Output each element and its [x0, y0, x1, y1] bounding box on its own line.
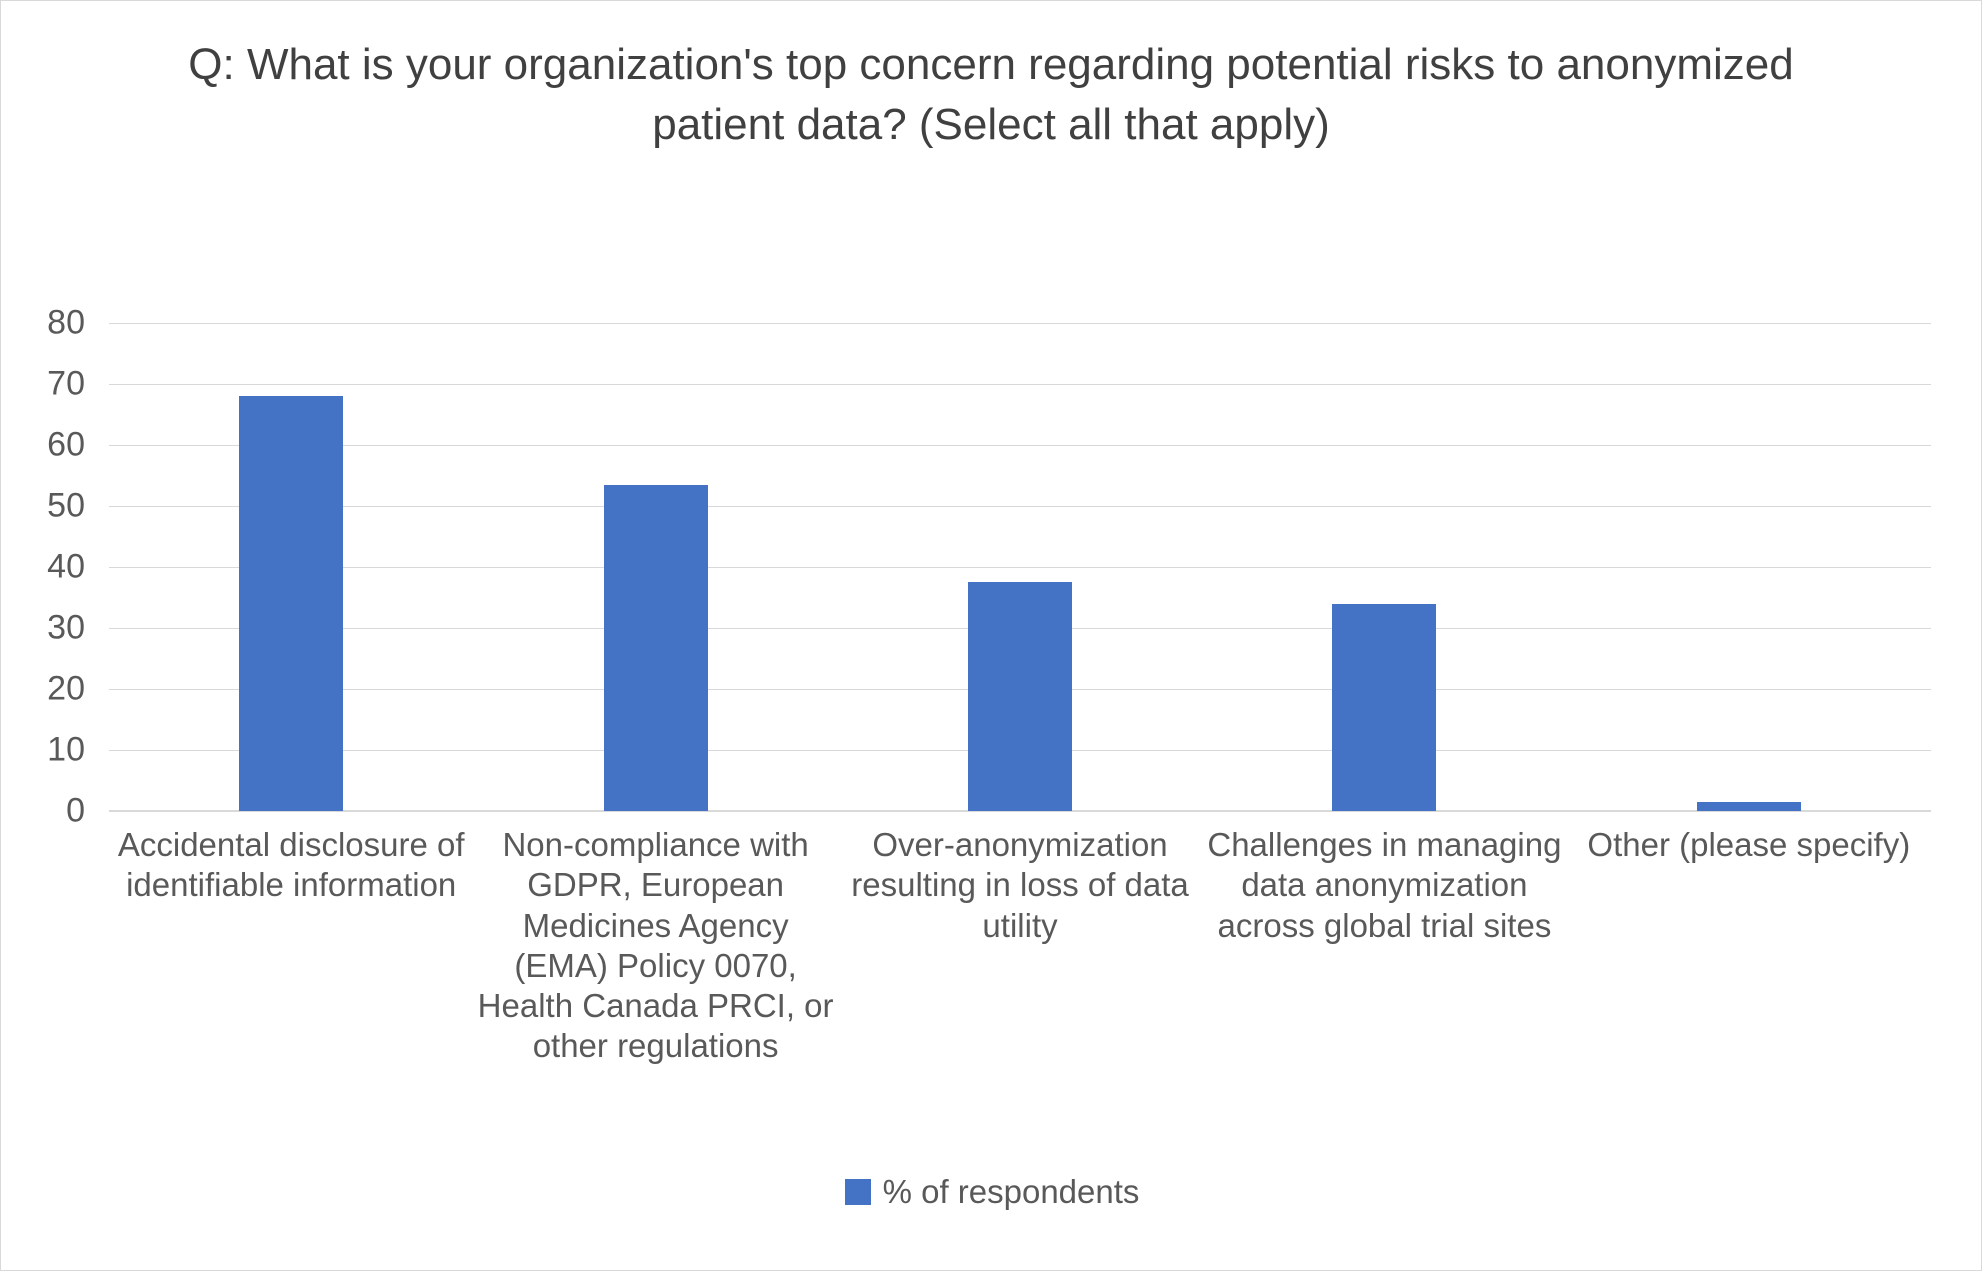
bar[interactable] — [1697, 802, 1801, 811]
x-axis-tick-label: Non-compliance with GDPR, European Medicines Agency (EMA) Policy 0070, Health Canada PRCI, or other regulations — [477, 826, 834, 1065]
y-axis-tick-label: 10 — [47, 730, 85, 769]
bar-slot — [1567, 323, 1931, 811]
bar[interactable] — [604, 485, 708, 811]
y-axis-tick-label: 60 — [47, 425, 85, 464]
bars-group — [109, 323, 1931, 811]
x-axis-tick-label: Over-anonymization resulting in loss of data utility — [851, 826, 1189, 944]
y-axis-tick-label: 20 — [47, 669, 85, 708]
x-axis-tick-label: Accidental disclosure of identifiable information — [117, 826, 465, 904]
y-axis-tick-label: 0 — [66, 791, 85, 830]
bar[interactable] — [1332, 604, 1436, 811]
legend-color-swatch — [845, 1179, 871, 1205]
x-axis-labels — [109, 825, 1931, 1067]
x-axis-tick-label: Challenges in managing data anonymization across global trial sites — [1207, 826, 1562, 944]
y-axis-tick-label: 80 — [47, 303, 85, 342]
y-axis-tick-label: 30 — [47, 608, 85, 647]
bar[interactable] — [239, 396, 343, 811]
legend-entry-label: % of respondents — [882, 1173, 1140, 1210]
chart-legend — [1, 1173, 1982, 1211]
bar-slot — [1202, 323, 1566, 811]
x-axis-tick-label: Other (please specify) — [1587, 826, 1911, 863]
y-axis-tick-label: 50 — [47, 486, 85, 525]
y-axis-tick-label: 40 — [47, 547, 85, 586]
bar-slot — [473, 323, 837, 811]
bar-slot — [838, 323, 1202, 811]
bar-slot — [109, 323, 473, 811]
bar[interactable] — [968, 582, 1072, 811]
y-axis-tick-label: 70 — [47, 364, 85, 403]
chart-title: Q: What is your organization's top concern regarding potential risks to anonymized patient data? (Select all that apply) — [188, 40, 1794, 149]
